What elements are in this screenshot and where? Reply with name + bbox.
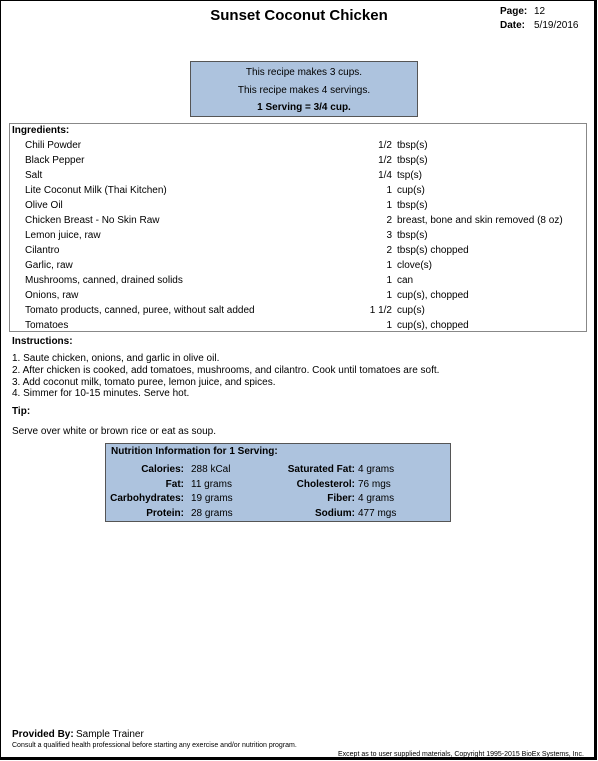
date-label: Date:: [500, 20, 526, 31]
ingredient-unit: tbsp(s): [397, 140, 428, 151]
instruction-step: 2. After chicken is cooked, add tomatoes, mushrooms, and cilantro. Cook until tomatoes are soft.: [12, 365, 440, 376]
page-number: 12: [534, 6, 546, 17]
ingredient-name: Lemon juice, raw: [25, 230, 101, 241]
ingredient-unit: breast, bone and skin removed (8 oz): [397, 215, 563, 226]
ingredient-quantity: 3: [386, 230, 392, 241]
nutrient-label: Calories:: [141, 464, 184, 475]
ingredient-quantity: 1: [386, 290, 392, 301]
ingredients-box: [9, 123, 587, 332]
nutrient-value: 288 kCal: [191, 464, 231, 475]
ingredient-unit: can: [397, 275, 414, 286]
ingredient-unit: tbsp(s) chopped: [397, 245, 469, 256]
ingredient-quantity: 1: [386, 185, 392, 196]
nutrient-label: Fat:: [165, 479, 184, 490]
nutrient-label: Fiber:: [327, 493, 355, 504]
nutrient-value: 76 mgs: [358, 479, 391, 490]
ingredient-unit: tbsp(s): [397, 155, 428, 166]
ingredient-unit: cup(s): [397, 305, 425, 316]
ingredient-quantity: 1 1/2: [369, 305, 392, 316]
ingredient-row: [10, 290, 586, 305]
nutrient-value: 19 grams: [191, 493, 233, 504]
nutrient-label: Carbohydrates:: [110, 493, 184, 504]
nutrient-value: 4 grams: [358, 464, 395, 475]
nutrition-heading: Nutrition Information for 1 Serving:: [111, 446, 278, 457]
copyright: Except as to user supplied materials, Copyright 1995-2015 BioEx Systems, Inc.: [338, 751, 584, 758]
ingredient-quantity: 1: [386, 200, 392, 211]
ingredient-row: [10, 320, 586, 335]
ingredient-row: [10, 215, 586, 230]
ingredient-quantity: 1/2: [378, 155, 392, 166]
ingredient-quantity: 1: [386, 260, 392, 271]
tip-heading: Tip:: [12, 406, 31, 417]
nutrient-value: 477 mgs: [358, 508, 397, 519]
ingredient-name: Salt: [25, 170, 43, 181]
ingredient-row: [10, 245, 586, 260]
nutrition-box: [105, 443, 451, 522]
instruction-step: 4. Simmer for 10-15 minutes. Serve hot.: [12, 388, 190, 399]
ingredient-quantity: 1: [386, 320, 392, 331]
ingredient-quantity: 2: [386, 245, 392, 256]
nutrient-label: Protein:: [146, 508, 184, 519]
ingredient-name: Tomato products, canned, puree, without salt added: [25, 305, 255, 316]
ingredient-row: [10, 275, 586, 290]
ingredient-unit: tbsp(s): [397, 200, 428, 211]
provided-by-value: Sample Trainer: [76, 729, 144, 740]
ingredient-quantity: 1/4: [378, 170, 392, 181]
ingredient-quantity: 1: [386, 275, 392, 286]
ingredient-name: Onions, raw: [25, 290, 79, 301]
instructions-heading: Instructions:: [12, 336, 73, 347]
ingredient-name: Mushrooms, canned, drained solids: [25, 275, 183, 286]
ingredient-unit: clove(s): [397, 260, 433, 271]
ingredient-unit: cup(s), chopped: [397, 320, 469, 331]
ingredient-row: [10, 260, 586, 275]
disclaimer: Consult a qualified health professional before starting any exercise and/or nutrition program.: [12, 742, 297, 749]
ingredient-row: [10, 155, 586, 170]
provided-by-label: Provided By:: [12, 729, 74, 740]
recipe-title: Sunset Coconut Chicken: [210, 7, 388, 24]
page-label: Page:: [500, 6, 528, 17]
instruction-step: 1. Saute chicken, onions, and garlic in olive oil.: [12, 353, 220, 364]
ingredients-heading: Ingredients:: [12, 125, 70, 136]
ingredient-name: Garlic, raw: [25, 260, 73, 271]
recipe-summary-box: [190, 61, 418, 117]
ingredient-row: [10, 200, 586, 215]
nutrient-label: Cholesterol:: [296, 479, 355, 490]
ingredient-name: Tomatoes: [25, 320, 69, 331]
ingredient-row: [10, 170, 586, 185]
ingredient-unit: tsp(s): [397, 170, 422, 181]
nutrient-value: 28 grams: [191, 508, 233, 519]
date-value: 5/19/2016: [534, 20, 579, 31]
yield-servings: This recipe makes 4 servings.: [237, 85, 371, 96]
ingredient-quantity: 1/2: [378, 140, 392, 151]
ingredient-row: [10, 230, 586, 245]
instruction-step: 3. Add coconut milk, tomato puree, lemon juice, and spices.: [12, 377, 276, 388]
nutrient-label: Saturated Fat:: [287, 464, 355, 475]
serving-size: 1 Serving = 3/4 cup.: [257, 102, 351, 113]
ingredient-name: Olive Oil: [25, 200, 63, 211]
ingredient-unit: cup(s), chopped: [397, 290, 469, 301]
ingredient-unit: cup(s): [397, 185, 425, 196]
nutrient-label: Sodium:: [315, 508, 355, 519]
ingredient-name: Black Pepper: [25, 155, 85, 166]
ingredient-name: Cilantro: [25, 245, 60, 256]
ingredient-unit: tbsp(s): [397, 230, 428, 241]
ingredient-row: [10, 140, 586, 155]
ingredient-row: [10, 185, 586, 200]
nutrient-value: 11 grams: [191, 479, 232, 490]
ingredient-name: Chicken Breast - No Skin Raw: [25, 215, 160, 226]
ingredient-name: Chili Powder: [25, 140, 82, 151]
ingredient-name: Lite Coconut Milk (Thai Kitchen): [25, 185, 167, 196]
ingredient-quantity: 2: [386, 215, 392, 226]
nutrient-value: 4 grams: [358, 493, 395, 504]
ingredient-row: [10, 305, 586, 320]
tip-text: Serve over white or brown rice or eat as soup.: [12, 426, 216, 437]
yield-cups: This recipe makes 3 cups.: [245, 67, 363, 78]
